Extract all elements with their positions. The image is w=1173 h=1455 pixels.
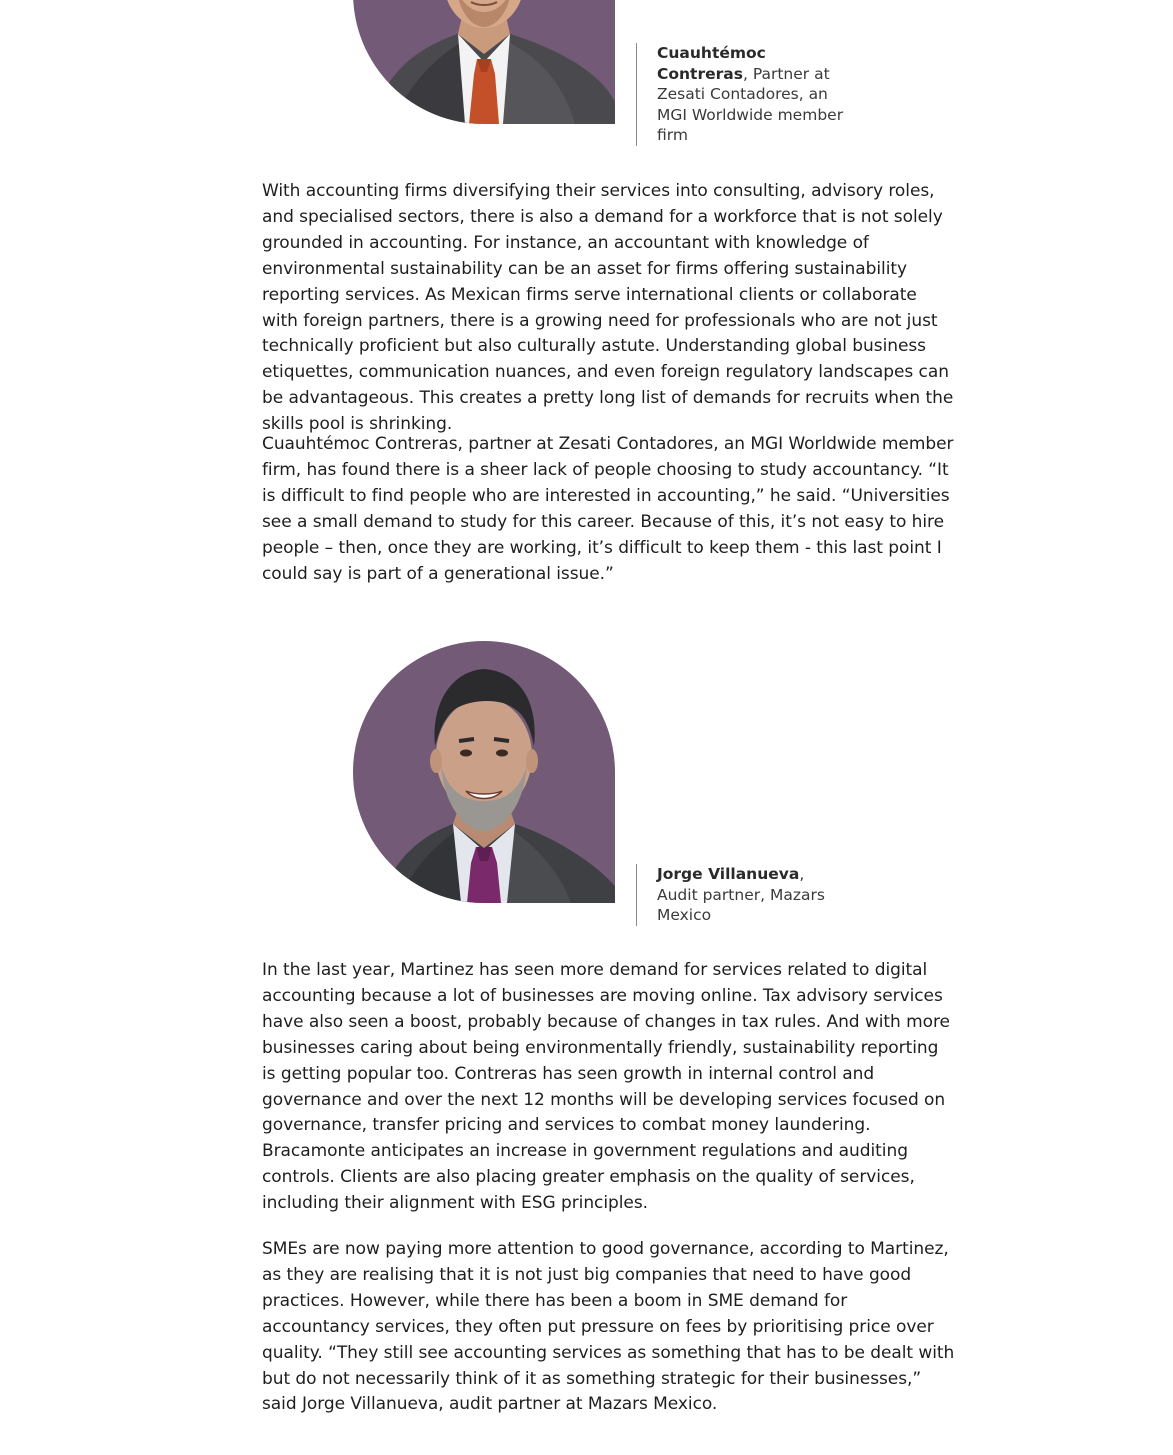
body-paragraph-4: SMEs are now paying more attention to good governance, according to Martinez, as they are realising that it is not just big companies that need to have good practices. However, while there has been a boom in SME demand for accountancy services, they often put pressure on fees by prioritising price over quality. “They still see accounting services as something that has to be dealt with but do not necessarily think of it as something strategic for their businesses,” said Jorge Villanueva, audit partner at Mazars Mexico. xyxy=(262,1239,955,1415)
portrait-photo-icon xyxy=(353,641,615,903)
caption-person-name: Cuauhtémoc Contreras xyxy=(657,44,766,83)
body-paragraph-3: In the last year, Martinez has seen more demand for services related to digital accounting because a lot of businesses are moving online. Tax advisory services have also seen a boost, probably because of changes in tax rules. And with more businesses caring about being environmentally friendly, sustainability reporting is getting popular too. Contreras has seen growth in internal control and governance and over the next 12 months will be developing services focused on governance, transfer pricing and services to combat money laundering. Bracamonte anticipates an increase in government regulations and auditing controls. Clients are also placing greater emphasis on the quality of services, including their alignment with ESG principles. xyxy=(262,960,950,1214)
caption-role: , Partner at Zesati Contadores, an MGI Worldwide member firm xyxy=(657,64,844,144)
portrait-photo-villanueva xyxy=(353,641,615,903)
caption-person-name: Jorge Villanueva xyxy=(657,865,800,883)
body-paragraph-1: With accounting firms diversifying their services into consulting, advisory roles, and specialised sectors, there is also a demand for a workforce that is not solely grounded in accounting. For instance, an accountant with knowledge of environmental sustainability can be an asset for firms offering sustainability reporting services. As Mexican firms serve international clients or collaborate with foreign partners, there is a growing need for professionals who are not just technically proficient but also culturally astute. Understanding global business etiquettes, communication nuances, and even foreign regulatory landscapes can be advantageous. This creates a pretty long list of demands for recruits when the skills pool is shrinking. xyxy=(262,181,954,435)
portrait-caption-contreras xyxy=(636,43,847,146)
portrait-photo-contreras xyxy=(353,0,615,124)
portrait-caption-villanueva xyxy=(636,864,847,926)
caption-role: , Audit partner, Mazars Mexico xyxy=(657,865,825,924)
body-paragraph-2: Cuauhtémoc Contreras, partner at Zesati Contadores, an MGI Worldwide member firm, has found there is a sheer lack of people choosing to study accountancy. “It is difficult to find people who are interested in accounting,” he said. “Universities see a small demand to study for this career. Because of this, it’s not easy to hire people – then, once they are working, it’s difficult to keep them - this last point I could say is part of a generational issue.” xyxy=(262,434,954,584)
portrait-photo-icon xyxy=(353,0,615,124)
